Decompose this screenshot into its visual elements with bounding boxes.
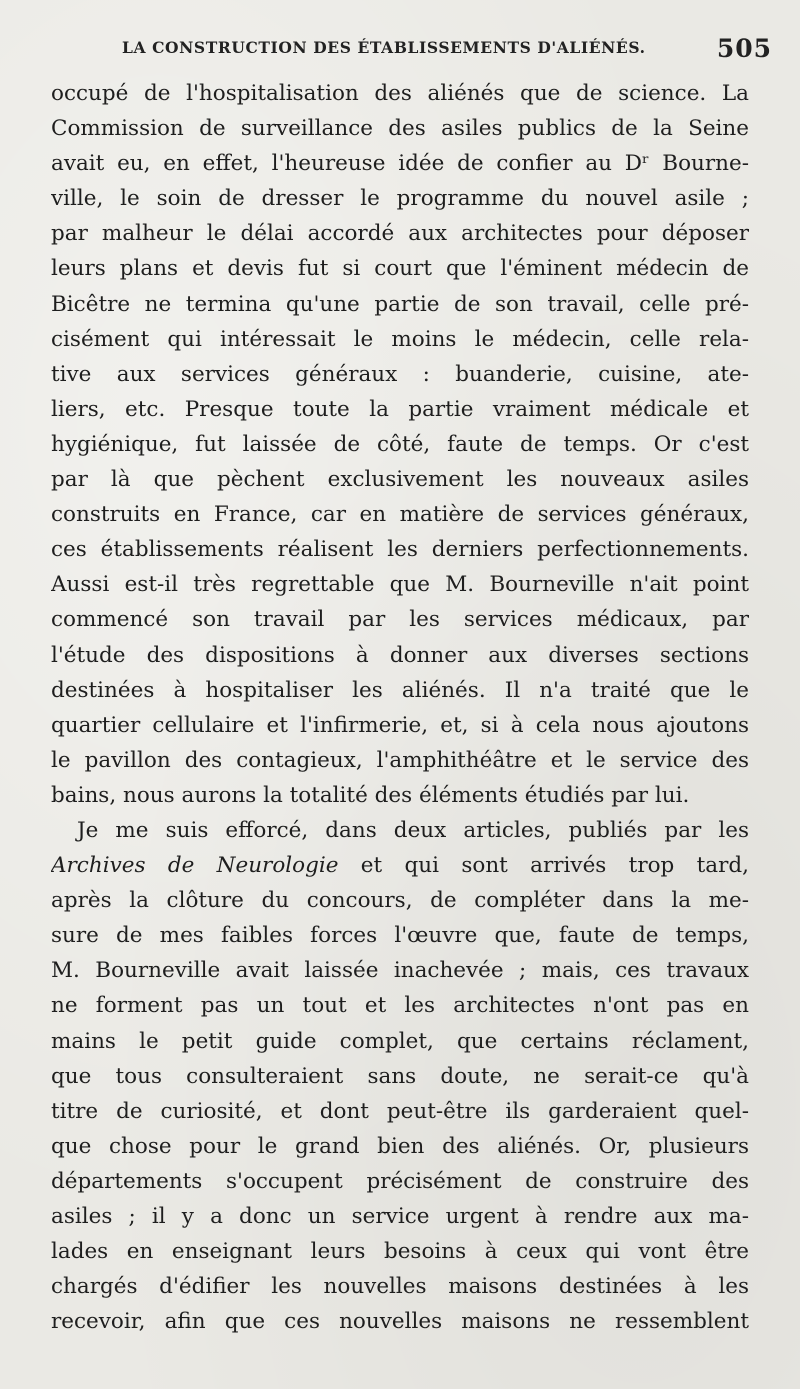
text-line: titre de curiosité, et dont peut-être ils garderaient quel- bbox=[51, 1098, 749, 1124]
text-line: départements s'occupent précisément de construire des bbox=[51, 1168, 749, 1194]
text-line: l'étude des dispositions à donner aux diverses sections bbox=[51, 642, 749, 668]
text-line: asiles ; il y a donc un service urgent à rendre aux ma- bbox=[51, 1204, 749, 1229]
text-line: M. Bourneville avait laissée inachevée ; mais, ces travaux bbox=[51, 958, 749, 984]
body-text bbox=[51, 76, 749, 1339]
text-line: le pavillon des contagieux, l'amphithéâtre et le service des bbox=[51, 747, 749, 773]
text-line: hygiénique, fut laissée de côté, faute de temps. Or c'est bbox=[51, 431, 749, 457]
text-line: commencé son travail par les services médicaux, par bbox=[51, 607, 749, 633]
text-line: avait eu, en effet, l'heureuse idée de confier au Dʳ Bourne- bbox=[51, 151, 749, 177]
text-line: que tous consulteraient sans doute, ne serait-ce qu'à bbox=[51, 1063, 749, 1089]
text-line: quartier cellulaire et l'infirmerie, et, si à cela nous ajoutons bbox=[51, 712, 749, 738]
text-line: sure de mes faibles forces l'œuvre que, faute de temps, bbox=[51, 923, 749, 949]
text-line bbox=[51, 848, 749, 883]
text-line: Bicêtre ne termina qu'une partie de son travail, celle pré- bbox=[51, 291, 749, 317]
text-line: tive aux services généraux : buanderie, cuisine, ate- bbox=[51, 361, 749, 387]
text-line: Commission de surveillance des asiles publics de la Seine bbox=[51, 116, 749, 142]
journal-title: Archives de Neurologie bbox=[51, 853, 339, 879]
text-line: mains le petit guide complet, que certains réclament, bbox=[51, 1028, 749, 1054]
text-line: destinées à hospitaliser les aliénés. Il n'a traité que le bbox=[51, 677, 749, 703]
text-line: bains, nous aurons la totalité des éléments étudiés par lui. bbox=[51, 782, 690, 808]
text-line: après la clôture du concours, de compléter dans la me- bbox=[51, 888, 749, 914]
text-line: construits en France, car en matière de services généraux, bbox=[51, 502, 749, 528]
text-line: par malheur le délai accordé aux architectes pour déposer bbox=[51, 221, 749, 247]
text-line: liers, etc. Presque toute la partie vraiment médicale et bbox=[51, 396, 749, 422]
text-line: occupé de l'hospitalisation des aliénés que de science. La bbox=[51, 81, 749, 106]
text-line: cisément qui intéressait le moins le médecin, celle rela- bbox=[51, 326, 749, 352]
text-line: chargés d'édifier les nouvelles maisons destinées à les bbox=[51, 1274, 749, 1300]
text-line: Je me suis efforcé, dans deux articles, publiés par les bbox=[77, 817, 749, 843]
text-line-rest: et qui sont arrivés trop tard, bbox=[338, 853, 749, 879]
page-number: 505 bbox=[716, 34, 772, 63]
text-line: ne forment pas un tout et les architectes n'ont pas en bbox=[51, 993, 749, 1019]
running-title: LA CONSTRUCTION DES ÉTABLISSEMENTS D'ALIÉNÉS. bbox=[122, 38, 646, 57]
text-line: lades en enseignant leurs besoins à ceux qui vont être bbox=[51, 1239, 749, 1265]
text-line: par là que pèchent exclusivement les nouveaux asiles bbox=[51, 467, 749, 493]
text-line: que chose pour le grand bien des aliénés. Or, plusieurs bbox=[51, 1133, 749, 1159]
text-line: Aussi est-il très regrettable que M. Bourneville n'ait point bbox=[51, 572, 749, 598]
text-line: ville, le soin de dresser le programme du nouvel asile ; bbox=[51, 186, 749, 212]
text-line: leurs plans et devis fut si court que l'éminent médecin de bbox=[51, 256, 749, 282]
running-head bbox=[122, 34, 772, 64]
text-line: ces établissements réalisent les derniers perfectionnements. bbox=[51, 537, 749, 563]
text-line: recevoir, afin que ces nouvelles maisons ne ressemblent bbox=[51, 1309, 749, 1335]
